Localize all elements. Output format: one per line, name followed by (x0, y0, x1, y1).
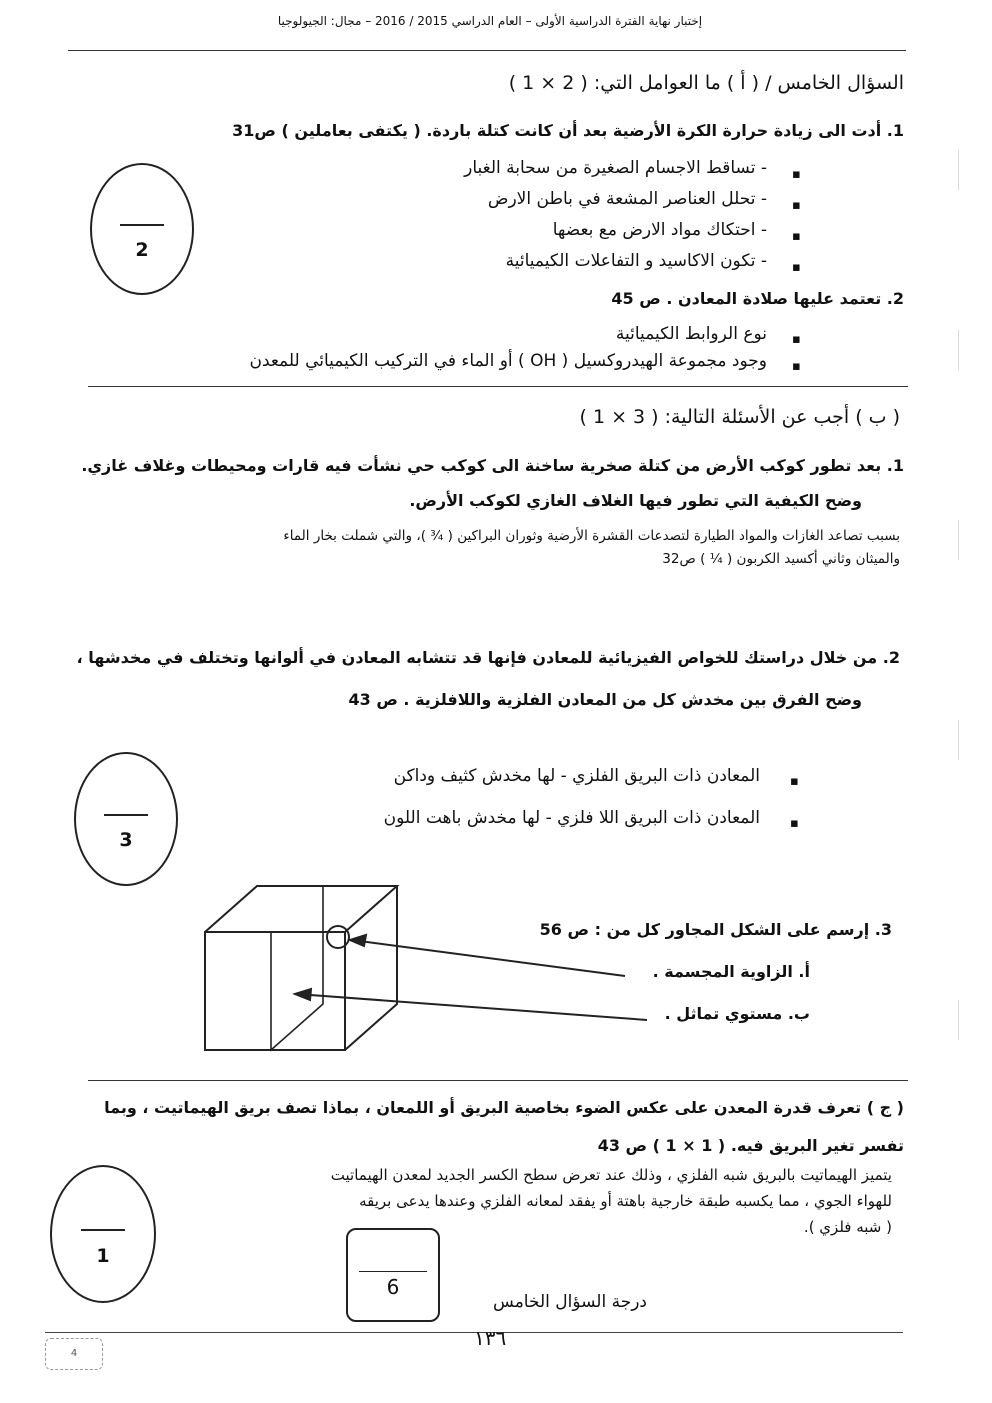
section-a-question-2: 2. تعتمد عليها صلادة المعادن . ص 45 (611, 289, 904, 308)
margin-mark (958, 150, 963, 190)
section-b-question-3: 3. إرسم على الشكل المجاور كل من : ص 56 (539, 920, 892, 939)
margin-mark (958, 1000, 963, 1040)
question-3-item-a: أ. الزاوية المجسمة . (652, 962, 810, 981)
margin-mark (958, 330, 963, 370)
page-stamp (45, 1338, 103, 1370)
symmetry-plane (271, 886, 323, 1050)
section-b-question-2-line-2: وضح الفرق بين مخدش كل من المعادن الفلزية واللافلزية . ص 43 (348, 690, 862, 709)
handwritten-page-number: ١٣٦ (474, 1326, 507, 1350)
answer-item: المعادن ذات البريق اللا فلزي - لها مخدش باهت اللون (383, 808, 760, 828)
section-divider (88, 386, 908, 387)
box-side-face (345, 886, 397, 1050)
exam-header: إختبار نهاية الفترة الدراسية الأولى – العام الدراسي 2015 / 2016 – مجال: الجيولوجيا (277, 14, 703, 28)
section-c-answer-line-1: يتميز الهيماتيت بالبريق شبه الفلزي ، وذلك عند تعرض سطح الكسر الجديد لمعدن الهيماتيت (330, 1166, 892, 1184)
section-c-answer-line-2: للهواء الجوي ، مما يكسبه طبقة خارجية باهتة أو يفقد لمعانه الفلزي وعندها يدعى بريقه (359, 1192, 892, 1210)
section-divider (88, 1080, 908, 1081)
section-c-question-line-1: ( ج ) تعرف قدرة المعدن على عكس الضوء بخاصية البريق أو اللمعان ، بماذا تصف بريق الهيماتيت ، وبما (104, 1098, 904, 1117)
arrowhead-icon (295, 989, 311, 1000)
section-c-answer-line-3: ( شبه فلزي ). (803, 1218, 892, 1236)
score-value: 3 (119, 829, 133, 852)
bullet-icon: ▪ (792, 332, 801, 347)
total-score-box (346, 1228, 440, 1322)
answer-item: - تكون الاكاسيد و التفاعلات الكيميائية (505, 251, 767, 271)
margin-mark (958, 520, 963, 560)
bullet-icon: ▪ (792, 198, 801, 213)
pointer-arrow-solid-angle (352, 940, 625, 976)
total-score-label: درجة السؤال الخامس (493, 1292, 647, 1312)
section-c-question-line-2: تفسر تغير البريق فيه. ( 1 × 1 ) ص 43 (597, 1136, 904, 1155)
answer-item: - تحلل العناصر المشعة في باطن الارض (487, 189, 767, 209)
bullet-icon: ▪ (792, 229, 801, 244)
score-oval-a (90, 163, 194, 295)
answer-item: وجود مجموعة الهيدروكسيل ( OH ) أو الماء في التركيب الكيميائي للمعدن (249, 351, 767, 371)
page-stamp-number: 4 (70, 1348, 78, 1359)
margin-mark (958, 720, 963, 760)
question-3-item-b: ب. مستوي تماثل . (664, 1004, 810, 1023)
score-oval-c (50, 1165, 156, 1303)
bullet-icon: ▪ (790, 816, 799, 831)
score-divider (359, 1271, 427, 1272)
section-b-question-2-line-1: 2. من خلال دراستك للخواص الفيزيائية للمعادن فإنها قد تتشابه المعادن في ألوانها وتختلف في مخدشها ، (76, 648, 900, 667)
arrowhead-icon (350, 935, 366, 946)
score-oval-b (74, 752, 178, 886)
score-value: 1 (96, 1244, 110, 1267)
answer-item: - تساقط الاجسام الصغيرة من سحابة الغبار (464, 158, 767, 178)
section-b-title: ( ب ) أجب عن الأسئلة التالية: ( 3 × 1 ) (579, 406, 900, 428)
bullet-icon: ▪ (790, 774, 799, 789)
section-a-question-1: 1. أدت الى زيادة حرارة الكرة الأرضية بعد أن كانت كتلة باردة. ( يكتفى بعاملين ) ص31 (232, 121, 904, 140)
cube-figure (195, 880, 835, 1060)
box-front-face (205, 932, 345, 1050)
answer-item: - احتكاك مواد الارض مع بعضها (552, 220, 767, 240)
answer-item: نوع الروابط الكيميائية (615, 324, 767, 344)
score-divider (120, 224, 164, 226)
score-divider (104, 814, 148, 816)
section-a-title: السؤال الخامس / ( أ ) ما العوامل التي: ( 2 × 1 ) (508, 72, 904, 94)
bullet-icon: ▪ (792, 167, 801, 182)
score-divider (81, 1229, 126, 1231)
section-b-question-1-line-2: وضح الكيفية التي تطور فيها الغلاف الغازي لكوكب الأرض. (409, 491, 862, 510)
box-top-face (205, 886, 397, 932)
total-score-value: 6 (386, 1275, 400, 1299)
pointer-arrow-symmetry-plane (297, 994, 647, 1020)
section-b-question-1-line-1: 1. بعد تطور كوكب الأرض من كتلة صخرية ساخنة الى كوكب حي نشأت فيه قارات ومحيطات وغلاف غازي. (81, 456, 904, 475)
section-b-answer-1-line-1: بسبب تصاعد الغازات والمواد الطيارة لتصدعات القشرة الأرضية وثوران البراكين ( ¾ )، والتي شملت بخار الماء (283, 528, 900, 544)
bullet-icon: ▪ (792, 260, 801, 275)
score-value: 2 (135, 239, 149, 262)
header-divider (68, 50, 906, 51)
section-b-answer-1-line-2: والميثان وثاني أكسيد الكربون ( ¼ ) ص32 (662, 551, 900, 567)
bullet-icon: ▪ (792, 359, 801, 374)
answer-item: المعادن ذات البريق الفلزي - لها مخدش كثيف وداكن (393, 766, 760, 786)
